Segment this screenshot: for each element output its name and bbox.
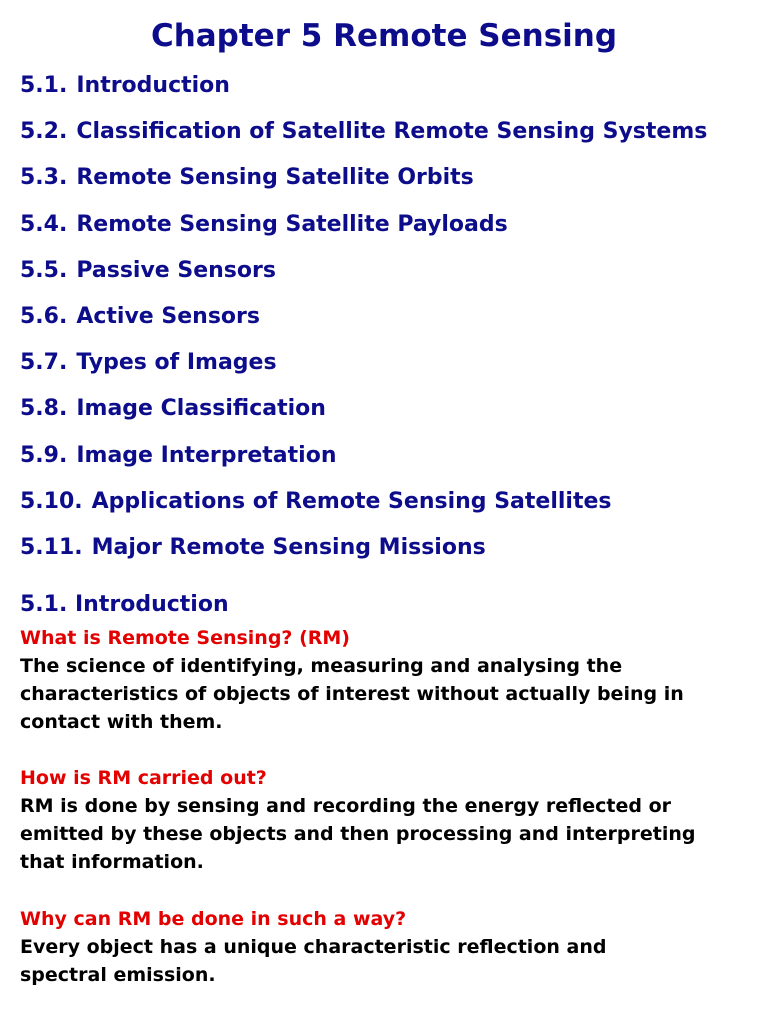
toc-item-number: 5.5. (20, 257, 68, 283)
toc-item-number: 5.11. (20, 534, 83, 560)
section-heading: 5.1. Introduction (20, 592, 229, 617)
answer-line: spectral emission. (20, 964, 216, 986)
toc-item-text: Types of Images (76, 350, 277, 376)
toc-item-text: Passive Sensors (76, 257, 276, 283)
toc-item (20, 162, 707, 208)
answer-paragraph (20, 792, 755, 876)
toc-item (20, 116, 707, 162)
toc-item-number: 5.3. (20, 165, 68, 191)
answer-line: contact with them. (20, 711, 223, 733)
toc-item-number: 5.4. (20, 211, 68, 237)
toc-item-number: 5.10. (20, 488, 83, 514)
toc-item-text: Applications of Remote Sensing Satellites (91, 488, 612, 514)
toc-item-number: 5.6. (20, 303, 68, 329)
toc-item (20, 486, 707, 532)
qa-block (20, 764, 755, 876)
toc-item-number: 5.8. (20, 396, 68, 422)
table-of-contents (20, 70, 707, 578)
question-heading: How is RM carried out? (20, 767, 267, 789)
toc-item-text: Introduction (76, 73, 230, 98)
toc-item-text: Remote Sensing Satellite Payloads (76, 211, 508, 237)
toc-item-number: 5.7. (20, 350, 68, 376)
answer-paragraph (20, 652, 755, 736)
answer-line: Every object has a unique characteristic reflection and (20, 936, 607, 958)
toc-item-number: 5.1. (20, 73, 68, 98)
toc-item (20, 532, 707, 578)
toc-item (20, 347, 707, 393)
answer-paragraph (20, 933, 755, 989)
chapter-title: Chapter 5 Remote Sensing (150, 18, 618, 54)
qa-block (20, 624, 755, 736)
question-heading: What is Remote Sensing? (RM) (20, 627, 350, 649)
toc-item-text: Major Remote Sensing Missions (91, 534, 486, 560)
toc-item (20, 255, 707, 301)
answer-line: characteristics of objects of interest without actually being in (20, 683, 684, 705)
toc-item (20, 70, 707, 116)
toc-item-text: Image Interpretation (76, 442, 337, 468)
answer-line: emitted by these objects and then processing and interpreting (20, 823, 696, 845)
answer-line: RM is done by sensing and recording the energy reflected or (20, 795, 671, 817)
toc-item (20, 393, 707, 439)
toc-item-text: Image Classification (76, 396, 326, 422)
toc-item-text: Classification of Satellite Remote Sensing Systems (76, 119, 708, 145)
toc-item-text: Remote Sensing Satellite Orbits (76, 165, 474, 191)
answer-line: The science of identifying, measuring and analysing the (20, 655, 623, 677)
question-heading: Why can RM be done in such a way? (20, 908, 407, 930)
toc-item (20, 301, 707, 347)
toc-item (20, 209, 707, 255)
qa-block (20, 905, 755, 989)
answer-line: that information. (20, 851, 204, 873)
toc-item-text: Active Sensors (76, 303, 260, 329)
toc-item-number: 5.9. (20, 442, 68, 468)
toc-item-number: 5.2. (20, 119, 68, 145)
toc-item (20, 440, 707, 486)
